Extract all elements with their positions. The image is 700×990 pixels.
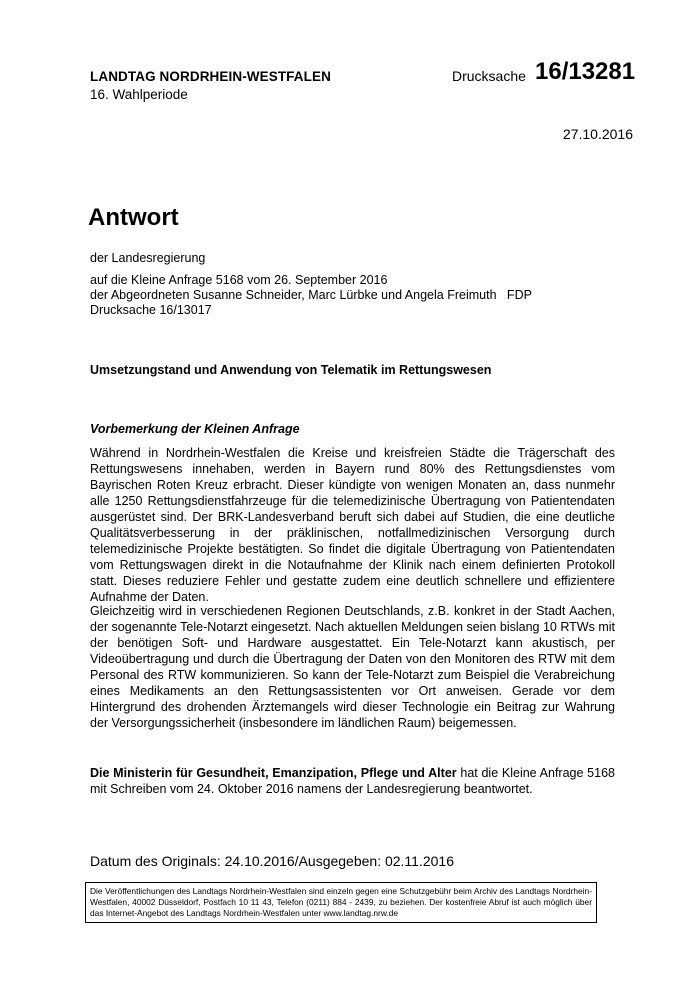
answer-text: hat die Kleine Anfrage 5168 mit Schreiben vom 24. Oktober 2016 namens der Landesregierung beantwortet. (90, 766, 615, 796)
preliminary-heading: Vorbemerkung der Kleinen Anfrage (90, 422, 300, 436)
document-title: Antwort (88, 204, 179, 231)
answer-ministry: Die Ministerin für Gesundheit, Emanzipation, Pflege und Alter (90, 766, 457, 780)
intro-line-1: der Landesregierung (90, 251, 206, 265)
intro-line-4: Drucksache 16/13017 (90, 303, 212, 317)
organization-name: LANDTAG NORDRHEIN-WESTFALEN (90, 69, 331, 84)
answer-paragraph (90, 765, 615, 797)
drucksache-number: 16/13281 (535, 58, 636, 85)
publication-notice: Die Veröffentlichungen des Landtags Nordrhein-Westfalen sind einzeln gegen eine Schutzgebühr beim Archiv des Landtags Nordrhein-Westfalen, 40002 Düsseldorf, Postfach 10 11 43, Telefon (0211) 884 - 2439, zu beziehen. Der kostenfreie Abruf ist auch möglich über das Internet-Angebot des Landtags Nordrhein-Westfalen unter www.landtag.nrw.de (85, 882, 597, 923)
subject-heading: Umsetzungstand und Anwendung von Telematik im Rettungswesen (90, 363, 492, 377)
intro-line-2: auf die Kleine Anfrage 5168 vom 26. September 2016 (90, 273, 388, 287)
document-date: 27.10.2016 (562, 126, 633, 142)
paragraph-2: Gleichzeitig wird in verschiedenen Regionen Deutschlands, z.B. konkret in der Stadt Aachen, der sogenannte Tele-Notarzt eingesetzt. Nach aktuellen Meldungen seien bislang 10 RTWs mit der benötigen Soft- und Hardware ausgestattet. Ein Tele-Notarzt kann akustisch, per Videoübertragung und durch die Übertragung der Daten von den Monitoren des RTW mit dem Personal des RTW kommunizieren. So kann der Tele-Notarzt zum Beispiel die Verabreichung eines Medikaments an den Rettungsassistenten vor Ort anweisen. Gerade vor dem Hintergrund des drohenden Ärztemangels wird dieser Technologie ein Beitrag zur Wahrung der Versorgungssicherheit (insbesondere im ländlichen Raum) beigemessen. (90, 604, 615, 730)
original-date: Datum des Originals: 24.10.2016/Ausgegeben: 02.11.2016 (90, 853, 454, 869)
intro-line-3: der Abgeordneten Susanne Schneider, Marc Lürbke und Angela Freimuth FDP (90, 288, 532, 302)
legislative-period: 16. Wahlperiode (90, 87, 188, 102)
paragraph-1: Während in Nordrhein-Westfalen die Kreise und kreisfreien Städte die Trägerschaft des Rettungswesens innehaben, werden in Bayern rund 80% des Rettungsdienstes vom Bayrischen Roten Kreuz erbracht. Dieser kündigte von wenigen Monaten an, dass nunmehr alle 1250 Rettungsdienstfahrzeuge für die telemedizinische Übertragung von Patientendaten ausgerüstet sind. Der BRK-Landesverband beruft sich dabei auf Studien, die eine deutliche Qualitätsverbesserung in der präklinischen, notfallmedizinischen Versorgung durch telemedizinische Projekte bestätigten. So findet die digitale Übertragung von Patientendaten vom Rettungswagen direkt in die Notaufnahme der Klinik nach einem definierten Protokoll statt. Dieses reduziere Fehler und gestatte zudem eine deutlich schnellere und effizientere Aufnahme der Daten. (90, 446, 615, 604)
drucksache-label: Drucksache (452, 68, 526, 84)
